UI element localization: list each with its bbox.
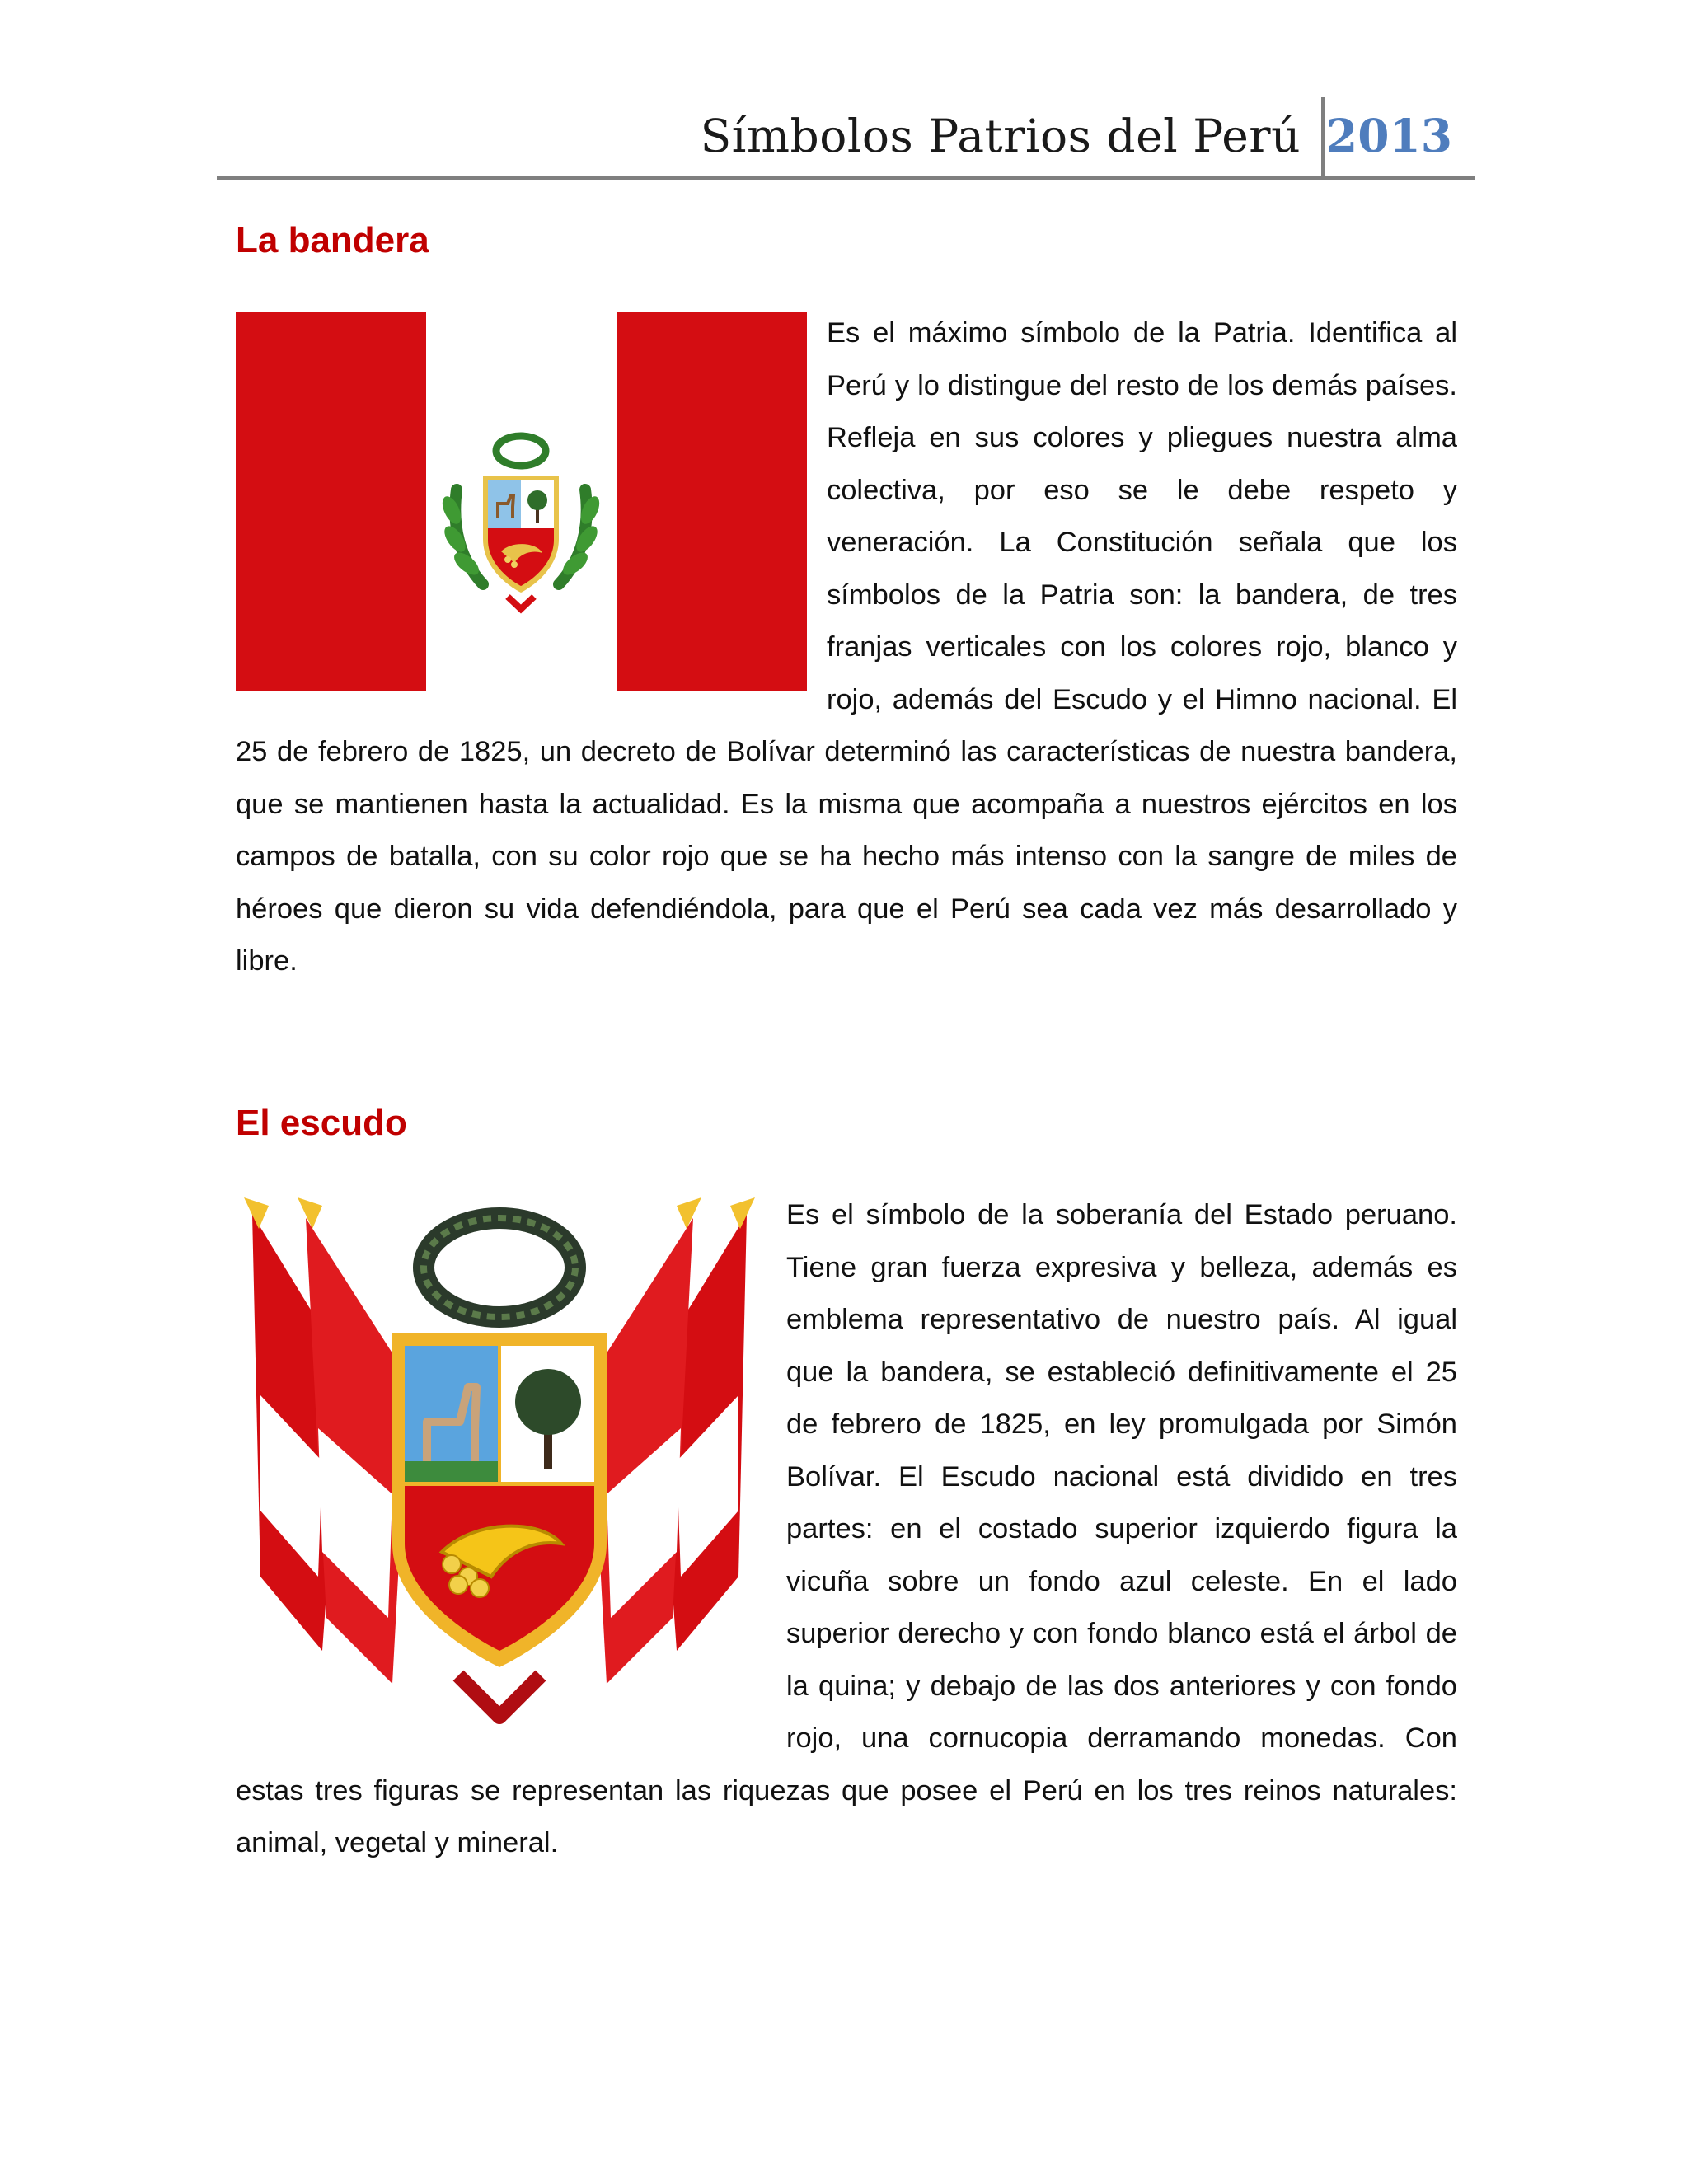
section-title-escudo: El escudo [236,1103,407,1143]
coat-of-arms-icon [236,1189,763,1733]
header-title: Símbolos Patrios del Perú [700,110,1301,162]
peruvian-coat-of-arms-image [236,1189,763,1733]
escudo-paragraph: Es el símbolo de la soberanía del Estado peruano. Tiene gran fuerza expresiva y belleza, además es emblema representativo de nuestro país. Al igual que la bandera, se estableció definitivamente el 25 de febrero de 1825, en ley promulgada por Simón Bolívar. El Escudo nacional está dividido en tres partes: en el costado superior izquierdo figura la vicuña sobre un fondo azul celeste. En el lado superior derecho y con fondo blanco está el árbol de la quina; y debajo de las dos anteriores y con fondo rojo, una cornucopia derramando monedas. Con estas tres figuras se representan las riquezas que posee el Perú en los tres reinos naturales: animal, vegetal y mineral. [236,1199,1457,1858]
section-bandera [236,307,1457,988]
bandera-paragraph: Es el máximo símbolo de la Patria. Identifica al Perú y lo distingue del resto de los demás países. Refleja en sus colores y pliegues nuestra alma colectiva, por eso se le debe respeto y veneración. La Constitución señala que los símbolos de la Patria son: la bandera, de tres franjas verticales con los colores rojo, blanco y rojo, además del Escudo y el Himno nacional. El 25 de febrero de 1825, un decreto de Bolívar determinó las características de nuestra bandera, que se mantienen hasta la actualidad. Es la misma que acompaña a nuestros ejércitos en los campos de batalla, con su color rojo que se ha hecho más intenso con la sangre de miles de héroes que dieron su vida defendiéndola, para que el Perú sea cada vez más desarrollado y libre. [236,317,1457,977]
header-year: 2013 [1325,109,1452,162]
page-header [217,97,1475,180]
peruvian-flag-icon [236,312,807,691]
peruvian-flag-image [236,312,807,696]
header-separator [1321,97,1325,176]
section-title-bandera: La bandera [236,220,429,260]
header-rule [217,176,1475,180]
section-escudo [236,1189,1457,1870]
